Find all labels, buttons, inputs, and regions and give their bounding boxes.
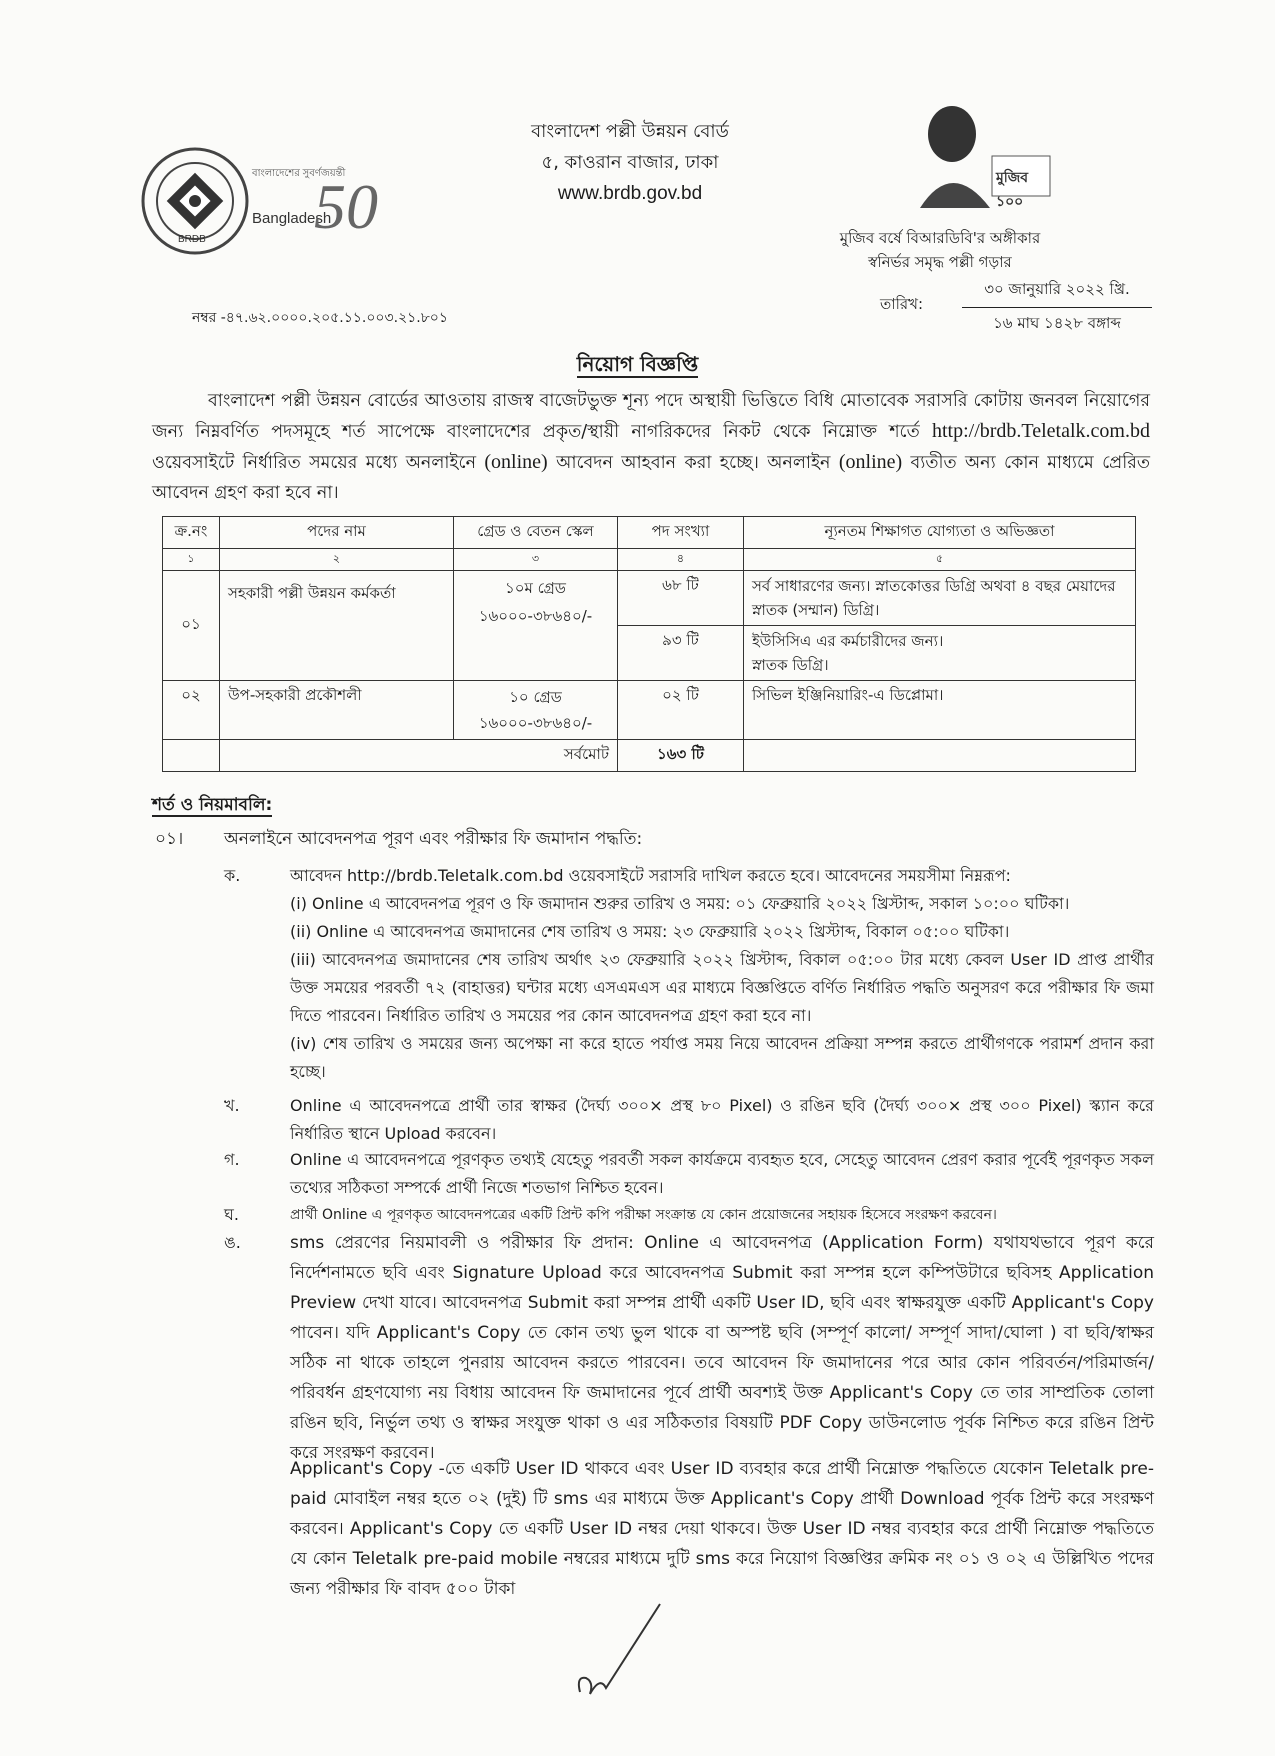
term-ka-label: ক. — [224, 866, 241, 885]
row1-qualification-ucca: ইউসিসিএ এর কর্মচারীদের জন্য। স্নাতক ডিগ্রি। — [744, 626, 1136, 681]
row1-grade: ১০ম গ্রেড ১৬০০০-৩৮৬৪০/- — [454, 571, 618, 681]
row2-post: উপ-সহকারী প্রকৌশলী — [220, 681, 454, 740]
row1-count-general: ৬৮ টি — [618, 571, 744, 626]
term-kha: খ. Online এ আবেদনপত্রে প্রার্থী তার স্বাক্ষর (দৈর্ঘ্য ৩০০× প্রস্থ ৮০ Pixel) ও রঙিন ছবি (দৈর্ঘ্য ৩০০× প্রস্থ ৩০০ Pixel) স্ক্যান করে নির্ধারিত স্থানে Upload করবেন। — [224, 1092, 1154, 1148]
table-col-number-row: ১ ২ ৩ ৪ ৫ — [163, 549, 1136, 571]
term-ga: গ. Online এ আবেদনপত্রে পূরণকৃত তথ্যই যেহেতু পরবর্তী সকল কার্যক্রমে ব্যবহৃত হবে, সেহেতু আবেদন প্রেরণ করার পূর্বেই পূরণকৃত সকল তথ্যের সঠিকতা সম্পর্কে প্রার্থী নিজে শতভাগ নিশ্চিত হবেন। — [224, 1146, 1154, 1202]
org-header — [470, 116, 790, 209]
tagline — [820, 226, 1060, 274]
row2-qualification: সিভিল ইঞ্জিনিয়ারিং-এ ডিপ্লোমা। — [744, 681, 1136, 740]
col-header-grade: গ্রেড ও বেতন স্কেল — [454, 517, 618, 549]
col-header-qualification: ন্যূনতম শিক্ষাগত যোগ্যতা ও অভিজ্ঞতা — [744, 517, 1136, 549]
jubilee-text: বাংলাদেশের সুবর্ণজয়ন্তী — [252, 168, 346, 179]
jubilee-number: 50 — [314, 171, 378, 242]
col-header-post: পদের নাম — [220, 517, 454, 549]
date-label: তারিখ: — [880, 295, 924, 313]
memo-number: নম্বর -৪৭.৬২.০০০০.২০৫.১১.০০৩.২১.৮০১ — [192, 310, 448, 326]
total-label: সর্বমোট — [220, 740, 618, 772]
org-address: ৫, কাওরান বাজার, ঢাকা — [541, 152, 719, 173]
signature — [560, 1596, 680, 1706]
row1-sl: ০১ — [163, 571, 220, 681]
apply-url: http://brdb.Teletalk.com.bd — [931, 420, 1150, 442]
date-block — [962, 278, 1152, 337]
term-ga-label: গ. — [224, 1150, 240, 1169]
org-name: বাংলাদেশ পল্লী উন্নয়ন বোর্ড — [531, 121, 729, 142]
col-header-count: পদ সংখ্যা — [618, 517, 744, 549]
row2-grade: ১০ গ্রেড ১৬০০০-৩৮৬৪০/- — [454, 681, 618, 740]
row2-sl: ০২ — [163, 681, 220, 740]
mujib-logo-text: মুজিব ১০০ — [996, 170, 1029, 210]
date-gregorian: ৩০ জানুয়ারি ২০২২ খ্রি. — [962, 278, 1152, 308]
brdb-logo-text: BRDB — [178, 234, 206, 245]
section-1-title: অনলাইনে আবেদনপত্র পূরণ এবং পরীক্ষার ফি জমাদান পদ্ধতি: — [224, 829, 643, 849]
tagline-line-2: স্বনির্ভর সমৃদ্ধ পল্লী গড়ার — [868, 253, 1012, 271]
date-bangla: ১৬ মাঘ ১৪২৮ বঙ্গাব্দ — [993, 314, 1121, 332]
term-uo: ঙ. sms প্রেরণের নিয়মাবলী ও পরীক্ষার ফি প্রদান: Online এ আবেদনপত্র (Application Form) যথাযথভাবে পূরণ করে নির্দেশনামতে ছবি এবং Signature Upload করে আবেদনপত্র Submit করা সম্পন্ন হলে কম্পিউটারে ছবিসহ Application Preview দেখা যাবে। আবেদনপত্র Submit করা সম্পন্ন প্রার্থী একটি User ID, ছবি এবং স্বাক্ষরযুক্ত একটি Applicant's Copy পাবেন। যদি Applicant's Copy তে কোন তথ্য ভুল থাকে বা অস্পষ্ট ছবি (সম্পূর্ণ কালো/ সম্পূর্ণ সাদা/ঘোলা ) বা ছবি/স্বাক্ষর সঠিক না থাকে তাহলে পুনরায় আবেদন করতে পারবেন। তবে আবেদন ফি জমাদানের পরে আর কোন পরিবর্তন/পরিমার্জন/পরিবর্ধন গ্রহণযোগ্য নয় বিধায় আবেদন ফি জমাদানের পূর্বে প্রার্থী অবশ্যই উক্ত Applicant's Copy তে তার সাম্প্রতিক তোলা রঙিন ছবি, নির্ভুল তথ্য ও স্বাক্ষর সংযুক্ত থাকা ও এর সঠিকতার বিষয়টি PDF Copy ডাউনলোড পূর্বক নিশ্চিত করে রঙিন প্রিন্ট করে সংরক্ষণ করবেন। — [224, 1228, 1154, 1468]
term-gha: ঘ. প্রার্থী Online এ পূরণকৃত আবেদনপত্রের একটি প্রিন্ট কপি পরীক্ষা সংক্রান্ত যে কোন প্রয়োজনের সহায়ক হিসেবে সংরক্ষণ করবেন। — [224, 1201, 1154, 1229]
section-1-number: ০১। — [155, 829, 184, 849]
table-header-row — [163, 517, 1136, 549]
intro-paragraph: বাংলাদেশ পল্লী উন্নয়ন বোর্ডের আওতায় রাজস্ব বাজেটভুক্ত শূন্য পদে অস্থায়ী ভিত্তিতে বিধি মোতাবেক সরাসরি কোটায় জনবল নিয়োগের জন্য নিম্নবর্ণিত পদসমূহে শর্ত সাপেক্ষে বাংলাদেশের প্রকৃত/স্থায়ী নাগরিকদের নিকট থেকে নিম্নোক্ত শর্তে http://brdb.Teletalk.com.bd ওয়েবসাইটে নির্ধারিত সময়ের মধ্যে অনলাইনে (online) আবেদন আহবান করা হচ্ছে। অনলাইন (online) ব্যতীত অন্য কোন মাধ্যমে প্রেরিত আবেদন গ্রহণ করা হবে না। — [152, 391, 1151, 503]
golden-jubilee-logo — [252, 168, 392, 258]
term-kha-label: খ. — [224, 1096, 240, 1115]
col-header-sl: ক্র.নং — [163, 517, 220, 549]
tagline-line-1: মুজিব বর্ষে বিআরডিবি'র অঙ্গীকার — [839, 229, 1041, 247]
total-value: ১৬৩ টি — [618, 740, 744, 772]
mujib-100-logo — [900, 96, 1060, 216]
org-website: www.brdb.gov.bd — [557, 183, 703, 204]
applicant-copy-paragraph: Applicant's Copy -তে একটি User ID থাকবে এবং User ID ব্যবহার করে প্রার্থী নিম্নোক্ত পদ্ধতিতে যেকোন Teletalk pre-paid মোবাইল নম্বর হতে ০২ (দুই) টি sms এর মাধ্যমে উক্ত Applicant's Copy প্রার্থী Download পূর্বক প্রিন্ট করে সংরক্ষণ করবেন। Applicant's Copy তে একটি User ID নম্বর দেয়া থাকবে। উক্ত User ID নম্বর ব্যবহার করে প্রার্থী নিম্নোক্ত পদ্ধতিতে যে কোন Teletalk pre-paid mobile নম্বরের মাধ্যমে দুটি sms করে নিয়োগ বিজ্ঞপ্তির ক্রমিক নং ০১ ও ০২ এ উল্লিখিত পদের জন্য পরীক্ষার ফি বাবদ ৫০০ টাকা — [290, 1459, 1154, 1599]
row1-count-ucca: ৯৩ টি — [618, 626, 744, 681]
term-gha-label: ঘ. — [224, 1205, 239, 1224]
table-row — [163, 681, 1136, 740]
term-uo-label: ঙ. — [224, 1233, 241, 1252]
vacancy-table — [162, 516, 1136, 772]
jubilee-country: Bangladesh — [252, 210, 332, 227]
row2-count: ০২ টি — [618, 681, 744, 740]
terms-heading: শর্ত ও নিয়মাবলি: — [152, 795, 273, 815]
table-total-row — [163, 740, 1136, 772]
term-ka: ক. আবেদন http://brdb.Teletalk.com.bd ওয়েবসাইটে সরাসরি দাখিল করতে হবে। আবেদনের সময়সীমা নিম্নরূপ: (i) Online এ আবেদনপত্র পূরণ ও ফি জমাদান শুরুর তারিখ ও সময়: ০১ ফেব্রুয়ারি ২০২২ খ্রিস্টাব্দ, সকাল ১০:০০ ঘটিকা। (ii) Online এ আবেদনপত্র জমাদানের শেষ তারিখ ও সময়: ২৩ ফেব্রুয়ারি ২০২২ খ্রিস্টাব্দ, বিকাল ০৫:০০ ঘটিকা। (iii) আবেদনপত্র জমাদানের শেষ তারিখ অর্থাৎ ২৩ ফেব্রুয়ারি ২০২২ খ্রিস্টাব্দ, বিকাল ০৫:০০ টার মধ্যে কেবল User ID প্রাপ্ত প্রার্থীর উক্ত সময়ের পরবর্তী ৭২ (বাহাত্তর) ঘন্টার মধ্যে এসএমএস এর মাধ্যমে বিজ্ঞপ্তিতে বর্ণিত নির্ধারিত পদ্ধতি অনুসরণ করে পরীক্ষার ফি জমা দিতে পারবেন। নির্ধারিত তারিখ ও সময়ের পর কোন আবেদনপত্র গ্রহণ করা হবে না। (iv) শেষ তারিখ ও সময়ের জন্য অপেক্ষা না করে হাতে পর্যাপ্ত সময় নিয়ে আবেদন প্রক্রিয়া সম্পন্ন করতে প্রার্থীগণকে পরামর্শ প্রদান করা হচ্ছে। — [224, 862, 1154, 1086]
table-row — [163, 571, 1136, 626]
row1-qualification-general: সর্ব সাধারণের জন্য। স্নাতকোত্তর ডিগ্রি অথবা ৪ বছর মেয়াদের স্নাতক (সম্মান) ডিগ্রি। — [744, 571, 1136, 626]
notice-title: নিয়োগ বিজ্ঞপ্তি — [576, 352, 699, 376]
brdb-logo — [140, 146, 250, 256]
row1-post: সহকারী পল্লী উন্নয়ন কর্মকর্তা — [220, 571, 454, 681]
